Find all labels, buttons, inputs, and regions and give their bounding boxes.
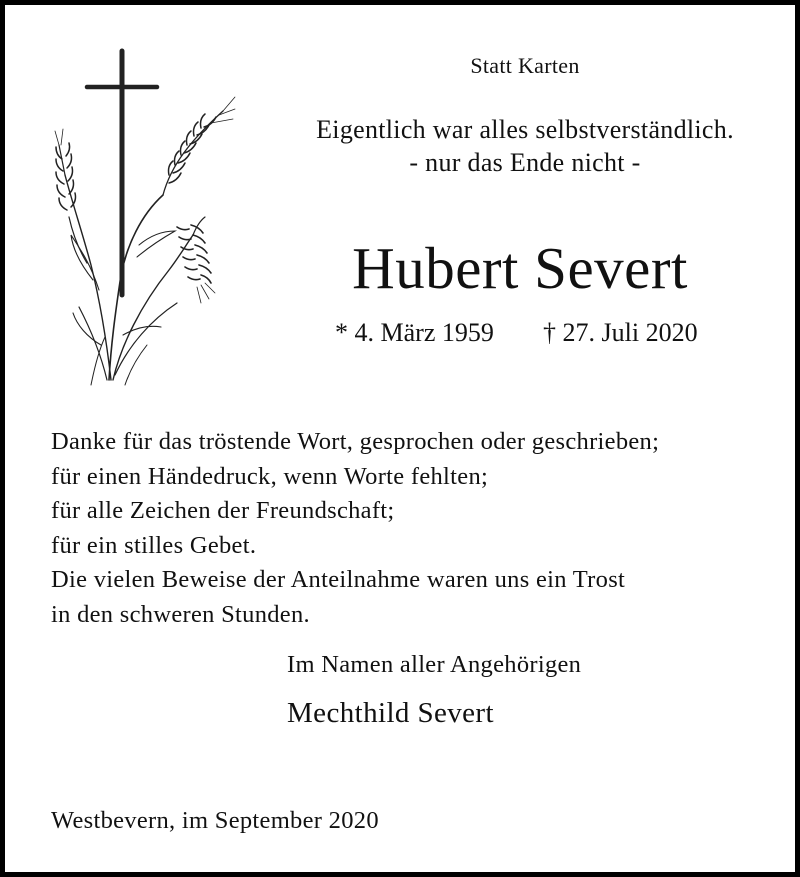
thanks-line: in den schweren Stunden. <box>51 600 310 628</box>
death-date: † 27. Juli 2020 <box>543 318 698 347</box>
statt-karten-line: Statt Karten <box>470 53 580 78</box>
signer-name: Mechthild Severt <box>287 697 494 729</box>
cross-with-wheat-ears-icon <box>51 45 251 390</box>
birth-date: * 4. März 1959 <box>335 318 494 347</box>
on-behalf-line: Im Namen aller Angehörigen <box>287 651 582 678</box>
thanks-line: für einen Händedruck, wenn Worte fehlten; <box>51 462 489 490</box>
thanks-line: für ein stilles Gebet. <box>51 531 257 559</box>
motto-line-1: Eigentlich war alles selbstverständlich. <box>316 115 734 144</box>
deceased-name: Hubert Severt <box>352 235 688 301</box>
place-date-line: Westbevern, im September 2020 <box>51 807 379 834</box>
thanks-line: Danke für das tröstende Wort, gesprochen oder geschrieben; <box>51 428 660 455</box>
motto-line-2: - nur das Ende nicht - <box>409 148 641 177</box>
thanks-paragraph <box>51 425 771 632</box>
thanks-line: für alle Zeichen der Freundschaft; <box>51 497 395 524</box>
thanks-line: Die vielen Beweise der Anteilnahme waren uns ein Trost <box>51 566 626 593</box>
